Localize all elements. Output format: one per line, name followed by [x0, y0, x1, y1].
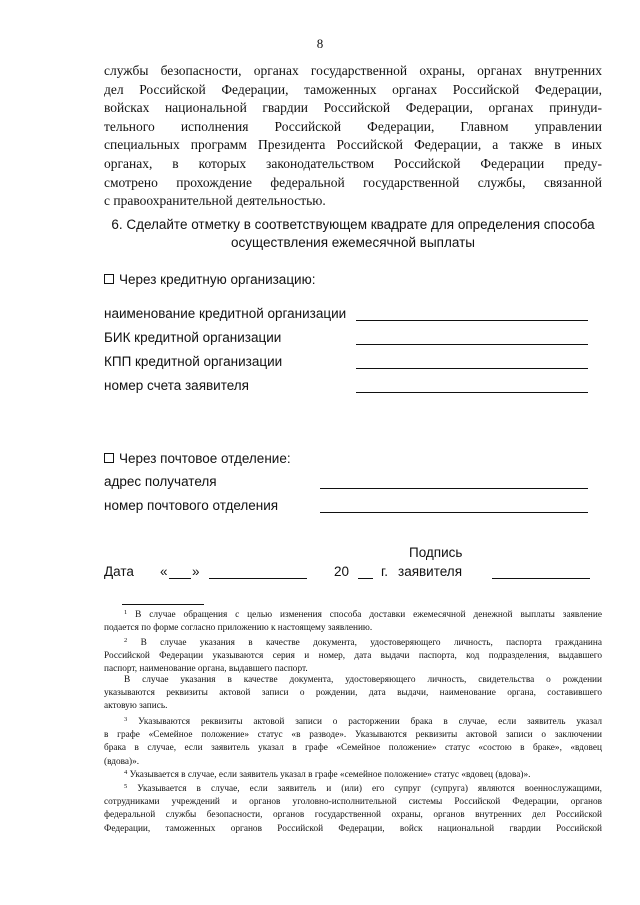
date-open-quote: « — [160, 564, 168, 579]
month-field[interactable] — [209, 578, 307, 579]
footnote-line: в графе «Семейное положение» статус «в разводе». Указываются реквизиты актовой записи о заключении — [104, 730, 602, 741]
footnote-line — [104, 606, 602, 622]
date-label: Дата — [104, 564, 134, 579]
bik-field[interactable] — [356, 344, 588, 345]
credit-option-label: Через кредитную организацию: — [119, 272, 316, 287]
intro-line: тельного исполнения Российской Федерации, Главном управлении — [104, 118, 602, 134]
footnote-line: (вдова)». — [104, 756, 140, 767]
post-checkbox[interactable] — [104, 453, 114, 463]
footnote-line: брака в случае, если заявитель указал в графе «Семейное положение» статус «состою в браке», «вдовец — [104, 743, 602, 754]
footnote-line: В случае указания в качестве документа, удостоверяющего личность, свидетельства о рождении — [124, 675, 602, 685]
intro-paragraph — [104, 62, 602, 211]
footnote-line: указываются реквизиты актовой записи о рождении, дата выдачи, наименование органа, составившего — [104, 688, 602, 699]
footnote-text: Указываются реквизиты актовой записи о расторжении брака в случае, если заявитель указал — [138, 717, 602, 727]
year-suffix: г. — [381, 564, 389, 579]
footnote-text: В случае указания в качестве документа, удостоверяющего личность, паспорта гражданина — [140, 638, 603, 648]
footnote-line: федеральной службы безопасности, органов государственной охраны, органов внутренних дел Российской — [104, 810, 602, 821]
intro-line: службы безопасности, органах государственной охраны, органах внутренних — [104, 63, 602, 78]
footnote-line: подается по форме согласно приложению к настоящему заявлению. — [104, 623, 373, 634]
intro-line: с правоохранительной деятельностью. — [104, 193, 326, 209]
footnote-mark: 2 — [124, 637, 128, 644]
day-field[interactable] — [169, 578, 191, 579]
year-field[interactable] — [358, 578, 373, 579]
recipient-address-field[interactable] — [320, 488, 588, 489]
signature-label-top: Подпись — [409, 545, 463, 560]
footnote-line: актовую запись. — [104, 701, 168, 712]
signature-label-bottom: заявителя — [398, 564, 462, 579]
footnote-line: Федерации, таможенных органов Российской Федерации, войск национальной гвардии Российской — [104, 823, 602, 834]
signature-field[interactable] — [492, 578, 590, 579]
credit-option[interactable] — [104, 272, 315, 287]
footnote-2 — [104, 634, 602, 677]
footnote-text: В случае обращения с целью изменения способа доставки ежемесячной денежной выплаты заявление — [135, 610, 602, 620]
footnote-mark: 4 — [124, 769, 128, 776]
post-office-number-label: номер почтового отделения — [104, 498, 279, 513]
year-prefix: 20 — [334, 564, 350, 579]
account-number-field[interactable] — [356, 392, 588, 393]
intro-line: дел Российской Федерации, таможенных органах Российской Федерации, — [104, 81, 602, 97]
footnote-mark: 1 — [124, 609, 128, 616]
account-number-label: номер счета заявителя — [104, 378, 249, 393]
bik-label: БИК кредитной организации — [104, 330, 282, 345]
footnote-mark: 3 — [124, 716, 128, 723]
footnote-1 — [104, 606, 602, 635]
footnote-text: Указывается в случае, если заявитель и (или) его супруг (супруга) являются военнослужащими, — [137, 784, 602, 794]
footnote-2-continued — [104, 674, 602, 714]
footnote-line — [104, 634, 602, 650]
intro-line: специальных программ Президента Российской Федерации, а также в иных — [104, 137, 602, 153]
kpp-field[interactable] — [356, 368, 588, 369]
footnote-line: сотрудниками учреждений и органов уголовно-исполнительной системы Российской Федерации, органов — [104, 797, 602, 808]
date-close-quote: » — [192, 564, 200, 579]
kpp-label: КПП кредитной организации — [104, 354, 283, 369]
post-option-label: Через почтовое отделение: — [119, 451, 291, 466]
bank-name-field[interactable] — [356, 320, 588, 321]
footnote-text: Указывается в случае, если заявитель указал в графе «семейное положение» статус «вдовец (вдова)». — [129, 770, 531, 780]
page-number: 8 — [316, 36, 324, 51]
intro-line: войсках национальной гвардии Российской Федерации, органах принуди- — [104, 100, 602, 116]
footnote-5 — [104, 780, 602, 836]
footnote-line — [104, 780, 602, 796]
bank-name-label: наименование кредитной организации — [104, 306, 347, 321]
intro-line: смотрено прохождение федеральной государственной службы, связанной — [104, 174, 602, 190]
footnote-mark: 5 — [124, 783, 128, 790]
footnote-divider — [122, 604, 204, 605]
credit-checkbox[interactable] — [104, 274, 114, 284]
post-option[interactable] — [104, 451, 291, 466]
recipient-address-label: адрес получателя — [104, 474, 217, 489]
section-6-subheading: осуществления ежемесячной выплаты — [231, 235, 475, 250]
footnote-3 — [104, 713, 602, 769]
section-6-heading: 6. Сделайте отметку в соответствующем квадрате для определения способа — [111, 217, 595, 232]
intro-line: органах, в которых законодательством Российской Федерации преду- — [104, 155, 602, 171]
footnote-line — [104, 713, 602, 729]
footnote-line: Российской Федерации указываются серия и номер, дата выдачи паспорта, код подразделения, выдавшего — [104, 651, 602, 662]
footnote-line: паспорт, наименование органа, выдавшего паспорт. — [104, 664, 308, 675]
post-office-number-field[interactable] — [320, 512, 588, 513]
